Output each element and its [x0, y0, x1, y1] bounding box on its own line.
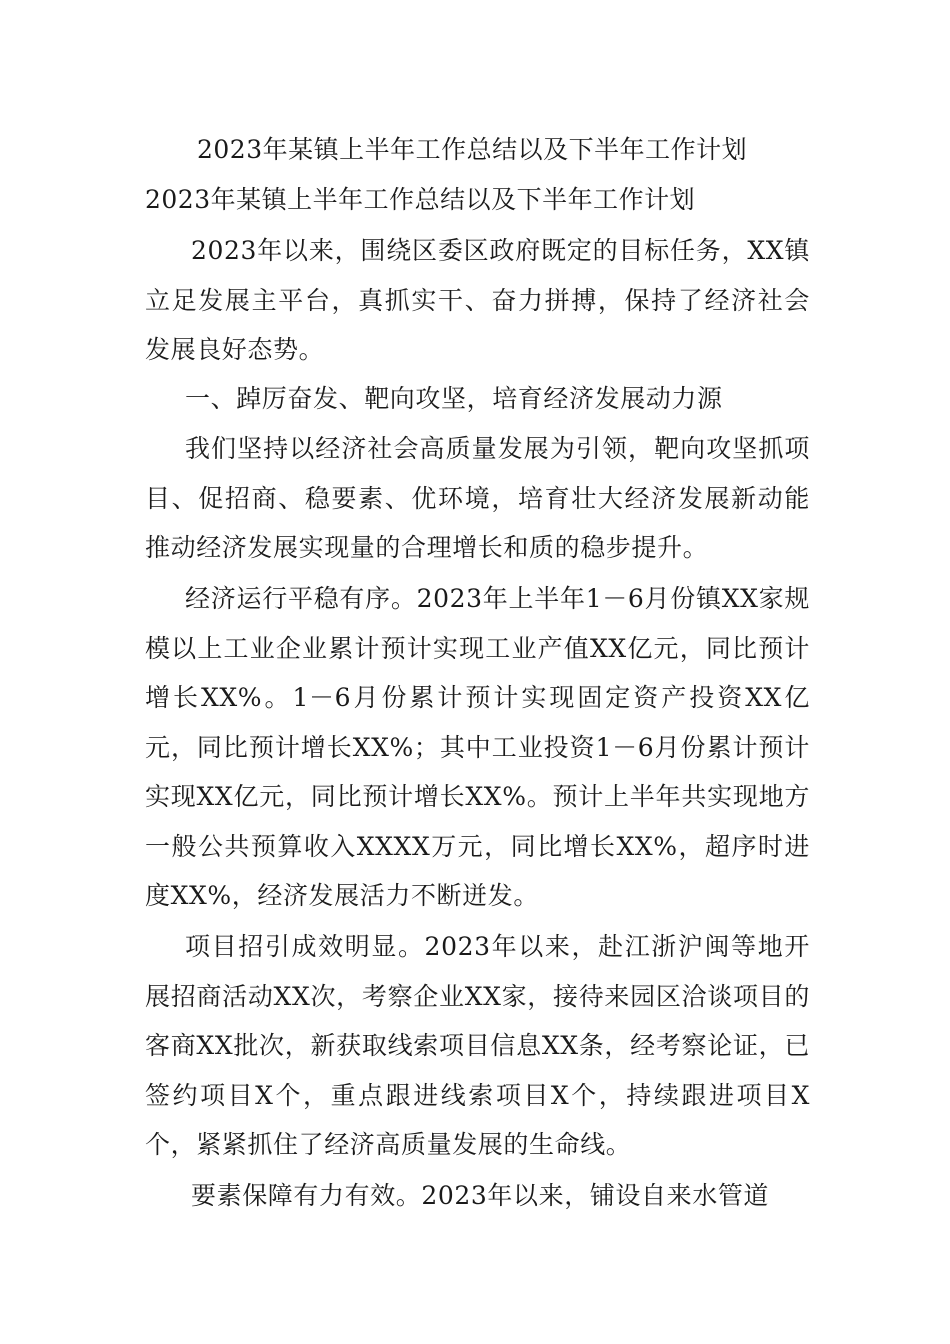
- intro-paragraph: 2023年以来，围绕区委区政府既定的目标任务，XX镇立足发展主平台，真抓实干、奋力拼搏，保持了经济社会发展良好态势。: [145, 236, 810, 364]
- document-title-repeat: 2023年某镇上半年工作总结以及下半年工作计划: [145, 185, 696, 214]
- section-1-heading: 一、踔厉奋发、靶向攻坚，培育经济发展动力源: [185, 384, 723, 413]
- investment-paragraph: 项目招引成效明显。2023年以来，赴江浙沪闽等地开展招商活动XX次，考察企业XX家，接待来园区洽谈项目的客商XX批次，新获取线索项目信息XX条，经考察论证，已签约项目X个，重点跟进线索项目X个，持续跟进项目X个，紧紧抓住了经济高质量发展的生命线。: [145, 932, 810, 1159]
- factor-paragraph: 要素保障有力有效。2023年以来，铺设自来水管道: [191, 1181, 770, 1210]
- document-title: 2023年某镇上半年工作总结以及下半年工作计划: [197, 135, 748, 164]
- economy-paragraph: 经济运行平稳有序。2023年上半年1－6月份镇XX家规模以上工业企业累计预计实现工业产值XX亿元，同比预计增长XX%。1－6月份累计预计实现固定资产投资XX亿元，同比预计增长XX%；其中工业投资1－6月份累计预计实现XX亿元，同比预计增长XX%。预计上半年共实现地方一般公共预算收入XXXX万元，同比增长XX%，超序时进度XX%，经济发展活力不断迸发。: [145, 584, 810, 910]
- section-1-paragraph: 我们坚持以经济社会高质量发展为引领，靶向攻坚抓项目、促招商、稳要素、优环境，培育壮大经济发展新动能推动经济发展实现量的合理增长和质的稳步提升。: [145, 434, 810, 562]
